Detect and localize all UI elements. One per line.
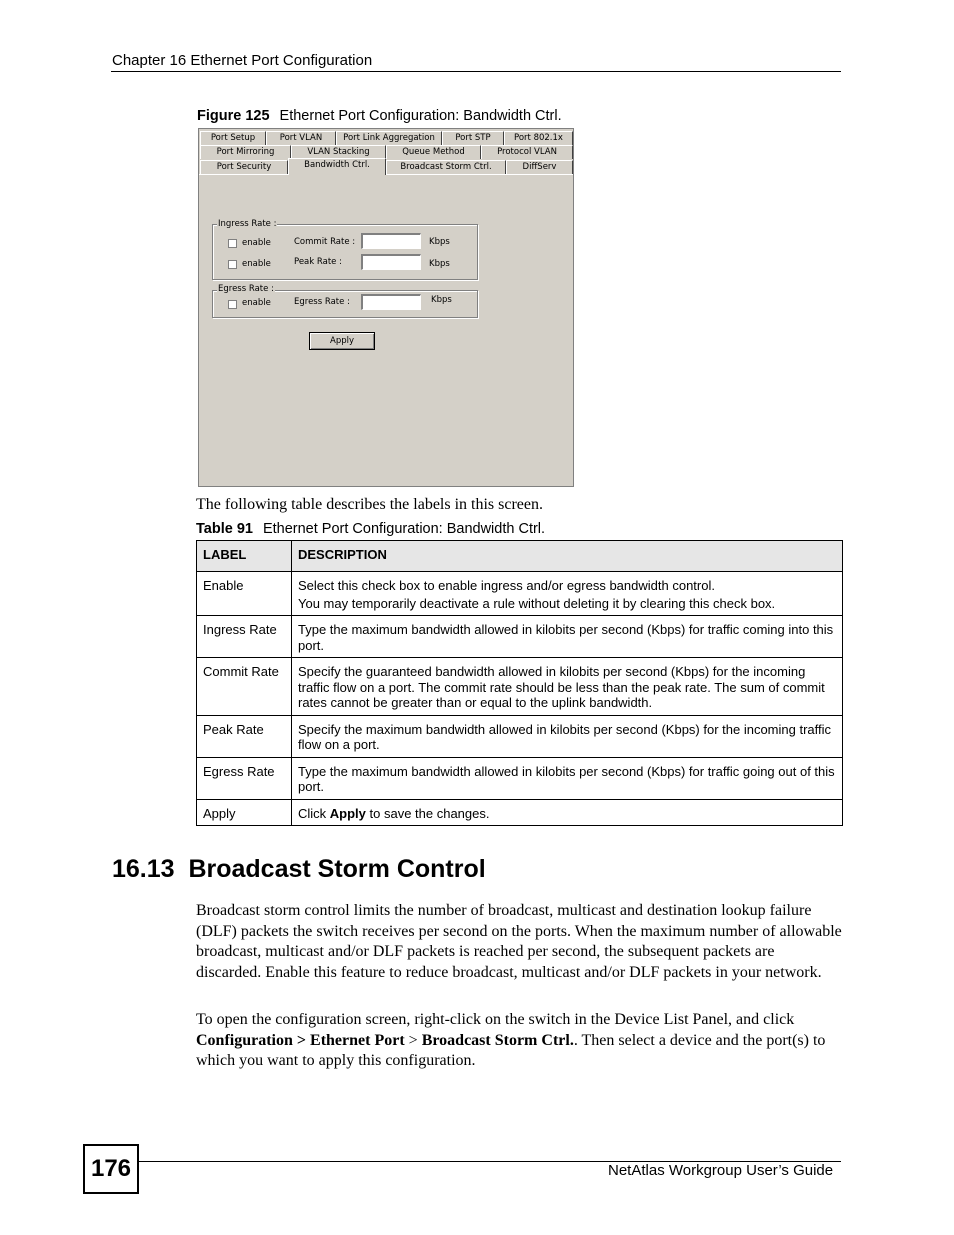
commit-rate-label: Commit Rate :	[294, 237, 356, 247]
row-description: Specify the guaranteed bandwidth allowed in kilobits per second (Kbps) for the incoming traffic flow on a port. The commit rate should be less than the peak rate. The sum of commit rates cannot be greater than or equal to the uplink bandwidth.	[292, 658, 843, 716]
figure-title: Ethernet Port Configuration: Bandwidth Ctrl.	[279, 108, 562, 124]
menu-path-configuration: Configuration > Ethernet Port	[196, 1031, 405, 1049]
row-label: Peak Rate	[197, 715, 292, 757]
table-number: Table 91	[196, 521, 253, 537]
egress-enable-label: enable	[242, 298, 271, 308]
tab-protocol-vlan[interactable]: Protocol VLAN	[481, 145, 573, 159]
row-description-line: You may temporarily deactivate a rule without deleting it by clearing this check box.	[298, 595, 776, 611]
peak-rate-label: Peak Rate :	[294, 257, 342, 267]
row-label: Egress Rate	[197, 757, 292, 799]
header-rule	[111, 71, 841, 72]
desc-text: to save the changes.	[365, 805, 490, 821]
guide-title: NetAtlas Workgroup User’s Guide	[608, 1162, 834, 1179]
body-text: >	[404, 1031, 422, 1049]
tab-port-stp[interactable]: Port STP	[442, 131, 504, 145]
tab-diffserv[interactable]: DiffServ	[506, 160, 573, 174]
table-row	[197, 572, 843, 616]
row-description: Type the maximum bandwidth allowed in kilobits per second (Kbps) for traffic coming into this port.	[292, 616, 843, 658]
table-row	[197, 757, 843, 799]
table-header-row	[197, 541, 843, 572]
peak-rate-input[interactable]	[361, 254, 421, 270]
ingress-enable-label: enable	[242, 238, 271, 248]
desc-text: Click	[298, 805, 330, 821]
column-header-label: LABEL	[197, 541, 292, 572]
egress-rate-group-label: Egress Rate :	[218, 284, 274, 294]
row-label: Ingress Rate	[197, 616, 292, 658]
figure-number: Figure 125	[197, 108, 270, 124]
chapter-header: Chapter 16 Ethernet Port Configuration	[112, 52, 373, 69]
tab-vlan-stacking[interactable]: VLAN Stacking	[291, 145, 386, 159]
row-description: Type the maximum bandwidth allowed in kilobits per second (Kbps) for traffic going out of this port.	[292, 757, 843, 799]
row-label: Commit Rate	[197, 658, 292, 716]
tab-broadcast-storm-ctrl[interactable]: Broadcast Storm Ctrl.	[386, 160, 506, 174]
label-description-table	[196, 540, 843, 826]
peak-enable-label: enable	[242, 259, 271, 269]
menu-path-broadcast-storm: Broadcast Storm Ctrl.	[421, 1031, 574, 1049]
peak-rate-unit: Kbps	[429, 259, 450, 269]
figure-caption	[197, 108, 562, 124]
row-description: Specify the maximum bandwidth allowed in kilobits per second (Kbps) for the incoming traffic flow on a port.	[292, 715, 843, 757]
table-row	[197, 799, 843, 826]
egress-rate-label: Egress Rate :	[294, 297, 350, 307]
row-description	[292, 799, 843, 826]
ingress-rate-group	[212, 224, 478, 280]
commit-rate-unit: Kbps	[429, 237, 450, 247]
tab-port-8021x[interactable]: Port 802.1x	[504, 131, 573, 145]
table-row	[197, 658, 843, 716]
egress-rate-input[interactable]	[361, 294, 421, 310]
tab-queue-method[interactable]: Queue Method	[386, 145, 481, 159]
tab-port-security[interactable]: Port Security	[200, 160, 288, 174]
table-row	[197, 715, 843, 757]
body-paragraph: Broadcast storm control limits the number of broadcast, multicast and destination lookup failure (DLF) packets the switch receives per second on the ports. When the maximum number of allowable broadcast, multicast and/or DLF packets is reached per second, the subsequent packets are discarded. Enable this feature to reduce broadcast, multicast and/or DLF packets in your network.	[196, 902, 842, 981]
body-text: To open the configuration screen, right-click on the switch in the Device List Panel, and click	[196, 1011, 795, 1028]
table-caption	[196, 521, 545, 537]
desc-bold-apply: Apply	[329, 805, 366, 821]
ingress-enable-checkbox[interactable]	[228, 239, 237, 248]
page-number: 176	[83, 1144, 139, 1194]
commit-rate-input[interactable]	[361, 233, 421, 249]
tab-port-vlan[interactable]: Port VLAN	[266, 131, 336, 145]
peak-enable-checkbox[interactable]	[228, 260, 237, 269]
row-label: Apply	[197, 799, 292, 826]
table-intro-text: The following table describes the labels in this screen.	[196, 496, 544, 513]
section-heading: 16.13 Broadcast Storm Control	[112, 855, 486, 883]
tab-port-setup[interactable]: Port Setup	[200, 131, 266, 145]
apply-button[interactable]: Apply	[309, 332, 375, 350]
row-label: Enable	[197, 572, 292, 616]
egress-rate-unit: Kbps	[431, 295, 452, 305]
table-row	[197, 616, 843, 658]
tab-bandwidth-ctrl[interactable]: Bandwidth Ctrl.	[288, 158, 386, 175]
tab-port-link-aggregation[interactable]: Port Link Aggregation	[336, 131, 442, 145]
body-paragraph	[196, 1010, 842, 1072]
tab-baseline	[199, 174, 573, 175]
table-title: Ethernet Port Configuration: Bandwidth Ctrl.	[262, 521, 546, 537]
column-header-description: DESCRIPTION	[292, 541, 843, 572]
egress-enable-checkbox[interactable]	[228, 300, 237, 309]
tab-port-mirroring[interactable]: Port Mirroring	[200, 145, 291, 159]
bandwidth-ctrl-screenshot	[198, 128, 574, 487]
row-description	[292, 572, 843, 616]
ingress-rate-group-label: Ingress Rate :	[218, 219, 277, 229]
body-text: . Then select a device and the port(s) to which you want to apply this configuration.	[196, 1031, 826, 1069]
row-description-line: Select this check box to enable ingress and/or egress bandwidth control.	[298, 578, 715, 593]
